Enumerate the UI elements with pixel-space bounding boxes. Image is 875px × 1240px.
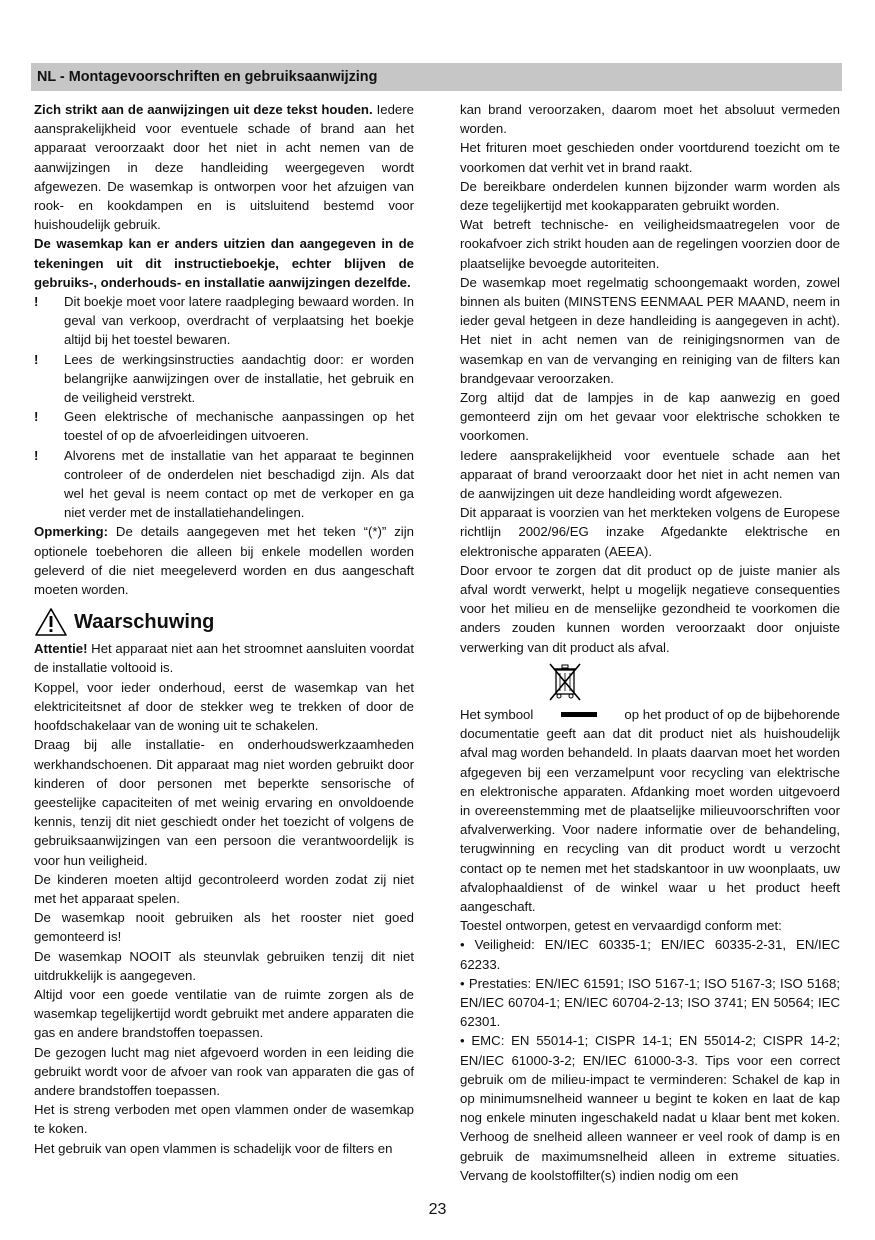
crossed-bin-icon xyxy=(546,661,584,703)
paragraph: De wasemkap nooit gebruiken als het rooster niet goed gemonteerd is! xyxy=(34,910,414,945)
symbol-line xyxy=(460,705,840,724)
right-column xyxy=(460,100,840,1185)
intro-paragraph xyxy=(34,100,414,234)
list-item xyxy=(34,292,414,350)
paragraph: De gezogen lucht mag niet afgevoerd worden in een leiding die gebruikt wordt voor de afvoer van rook van apparaten die gas of andere brandstoffen toepassen. xyxy=(34,1044,414,1098)
symbol-after: op het product of op de bijbehorende xyxy=(624,706,840,722)
symbol-before: Het symbool xyxy=(460,706,534,722)
list-item-text: Dit boekje moet voor latere raadpleging bewaard worden. In geval van verkoop, overdracht of verplaatsing het boekje altijd bij het toestel bewaren. xyxy=(64,294,414,348)
attention-text: Het apparaat niet aan het stroomnet aansluiten voordat de installatie voltooid is. xyxy=(34,641,414,676)
standards-safety: • Veiligheid: EN/IEC 60335-1; EN/IEC 60335-2-31, EN/IEC 62233. xyxy=(460,937,840,972)
paragraph: Draag bij alle installatie- en onderhoudswerkzaamheden werkhandschoenen. Dit apparaat mag niet worden gebruikt door kinderen of door personen met beperkte sensorische of geestelijke capaciteiten of met weinig ervaring en onvoldoende kennis, tenzij dit niet geschiedt onder het toezicht of volgens de gebruiksaanwijzingen van een persoon die verantwoordelijk is voor hun veiligheid. xyxy=(34,737,414,868)
exclamation-mark: ! xyxy=(34,294,39,310)
paragraph: Koppel, voor ieder onderhoud, eerst de wasemkap van het elektriciteitsnet af door de stekker weg te trekken of door de hoofdschakelaar van de woning uit te schakelen. xyxy=(34,679,414,734)
list-item xyxy=(34,446,414,523)
paragraph: Altijd voor een goede ventilatie van de ruimte zorgen als de wasemkap tegelijkertijd wordt gebruikt met andere apparaten die gas en andere brandstoffen toepassen. xyxy=(34,986,414,1041)
paragraph: Het frituren moet geschieden onder voortdurend toezicht om te voorkomen dat verhit vet in brand raakt. xyxy=(460,140,840,175)
paragraph: De wasemkap moet regelmatig schoongemaakt worden, zowel binnen als buiten (MINSTENS EENMAAL PER MAAND, neem in ieder geval hetgeen in deze handleiding is aangegeven in acht). Het niet in acht nemen van de reinigingsnormen van de wasemkap en van de vervanging en reiniging van de filters kan brandgevaar veroorzaken. xyxy=(460,274,840,386)
drawing-notice: De wasemkap kan er anders uitzien dan aangegeven in de tekeningen uit dit instructieboekje, echter blijven de gebruiks-, onderhouds- en installatie aanwijzingen dezelfde. xyxy=(34,236,414,290)
left-column xyxy=(34,100,414,1158)
paragraph: Het gebruik van open vlammen is schadelijk voor de filters en xyxy=(34,1140,393,1156)
section-header xyxy=(31,63,842,91)
weee-symbol-row xyxy=(460,661,840,705)
paragraph: Het is streng verboden met open vlammen onder de wasemkap te koken. xyxy=(34,1102,414,1137)
section-title: NL - Montagevoorschriften en gebruiksaanwijzing xyxy=(37,69,378,85)
paragraph: documentatie geeft aan dat dit product niet als huishoudelijk afval mag worden behandeld. In plaats daarvan moet het worden afgegeven bij een verzamelpunt voor recycling van elektrische en elektronische apparaten. Afdanking moet worden uitgevoerd in overeenstemming met de plaatselijke milieuvoorschriften voor afvalverwerking. Voor nadere informatie over de behandeling, terugwinning en recycling van dit product wordt u verzocht contact op te nemen met het stadskantoor in uw woonplaats, uw afvalophaaldienst of de winkel waar u het product heeft aangeschaft. xyxy=(460,726,840,914)
intro-bold: Zich strikt aan de aanwijzingen uit deze tekst houden. xyxy=(34,102,373,117)
standards-emc: • EMC: EN 55014-1; CISPR 14-1; EN 55014-2; CISPR 14-2; EN/IEC 61000-3-2; EN/IEC 61000-3-3. Tips voor een correct gebruik om de milieu-impact te verminderen: Schakel de kap in op minimumsnelheid wanneer u begint te koken en laat de kap nog enkele minuten ingeschakeld nadat u klaar bent met koken. Verhoog de snelheid alleen wanneer er veel rook of damp is en gebruik de maximumsnelheid alleen in extreme situaties. Vervang de koolstoffilter(s) indien nodig om een xyxy=(460,1033,840,1183)
exclamation-mark: ! xyxy=(34,351,39,367)
exclamation-mark: ! xyxy=(34,409,39,425)
note-label: Opmerking: xyxy=(34,524,109,540)
paragraph: Wat betreft technische- en veiligheidsmaatregelen voor de rookafvoer zich strikt houden aan de regelingen voorzien door de plaatselijke bevoegde autoriteiten. xyxy=(460,217,840,271)
warning-title: Waarschuwing xyxy=(74,610,215,633)
paragraph: Door ervoor te zorgen dat dit product op de juiste manier als afval wordt verwerkt, helpt u mogelijk negatieve consequenties voor het milieu en de menselijke gezondheid te voorkomen die anders zouden kunnen worden veroorzaakt door onjuiste verwerking van dit product als afval. xyxy=(460,562,840,655)
page-number: 23 xyxy=(428,1201,447,1218)
instruction-list xyxy=(34,292,414,522)
paragraph: De bereikbare onderdelen kunnen bijzonder warm worden als deze tegelijkertijd met kookapparaten gebruikt worden. xyxy=(460,178,840,214)
list-item xyxy=(34,350,414,408)
list-item xyxy=(34,407,414,445)
warning-triangle-icon xyxy=(34,607,68,637)
list-item-text: Alvorens met de installatie van het apparaat te beginnen controleer of de onderdelen niet beschadigd zijn. Als dat wel het geval is neem contact op met de verkoper en ga niet verder met de installatiehandelingen. xyxy=(64,447,414,521)
intro-text: Iedere aansprakelijkheid voor eventuele schade of brand aan het apparaat veroorzaakt door het niet in acht nemen van de aanwijzingen in deze handleiding weergegeven wordt afgewezen. De wasemkap is ontworpen voor het afzuigen van rook- en kookdampen en is uitsluitend bestemd voor huishoudelijk gebruik. xyxy=(34,102,414,233)
paragraph: De kinderen moeten altijd gecontroleerd worden zodat zij niet met het apparaat spelen. xyxy=(34,871,414,906)
paragraph: kan brand veroorzaken, daarom moet het absoluut vermeden worden. xyxy=(460,102,840,137)
paragraph: De wasemkap NOOIT als steunvlak gebruiken tenzij dit niet uitdrukkelijk is aangegeven. xyxy=(34,948,414,983)
exclamation-mark: ! xyxy=(34,447,39,463)
paragraph: Dit apparaat is voorzien van het merkteken volgens de Europese richtlijn 2002/96/EG inzake Afgedankte elektrische en elektronische apparaten (AEEA). xyxy=(460,505,840,559)
paragraph: Toestel ontworpen, getest en vervaardigd conform met: xyxy=(460,918,782,934)
note-text: De details aangegeven met het teken “(*)” zijn optionele toebehoren die alleen bij enkele modellen worden geleverd of die niet meegeleverd worden en dus aangeschaft moeten worden. xyxy=(34,524,414,598)
list-item-text: Lees de werkingsinstructies aandachtig door: er worden belangrijke aanwijzingen over de installatie, het gebruik en de veiligheid verstrekt. xyxy=(64,351,414,406)
paragraph: Iedere aansprakelijkheid voor eventuele schade aan het apparaat of brand veroorzaakt door het niet in acht nemen van de aanwijzingen uit deze handleiding wordt afgewezen. xyxy=(460,447,840,502)
paragraph: Zorg altijd dat de lampjes in de kap aanwezig en goed gemonteerd zijn om het gevaar voor elektrische schokken te voorkomen. xyxy=(460,390,840,444)
note-paragraph xyxy=(34,522,414,599)
attention-label: Attentie! xyxy=(34,641,88,657)
list-item-text: Geen elektrische of mechanische aanpassingen op het toestel of op de afvoerleidingen uitvoeren. xyxy=(64,409,414,444)
warning-heading xyxy=(34,605,414,639)
attention-paragraph xyxy=(34,639,414,677)
black-bar-icon xyxy=(561,712,597,717)
standards-performance: • Prestaties: EN/IEC 61591; ISO 5167-1; ISO 5167-3; ISO 5168; EN/IEC 60704-1; EN/IEC 60704-2-13; ISO 3741; EN 50564; IEC 62301. xyxy=(460,975,840,1030)
